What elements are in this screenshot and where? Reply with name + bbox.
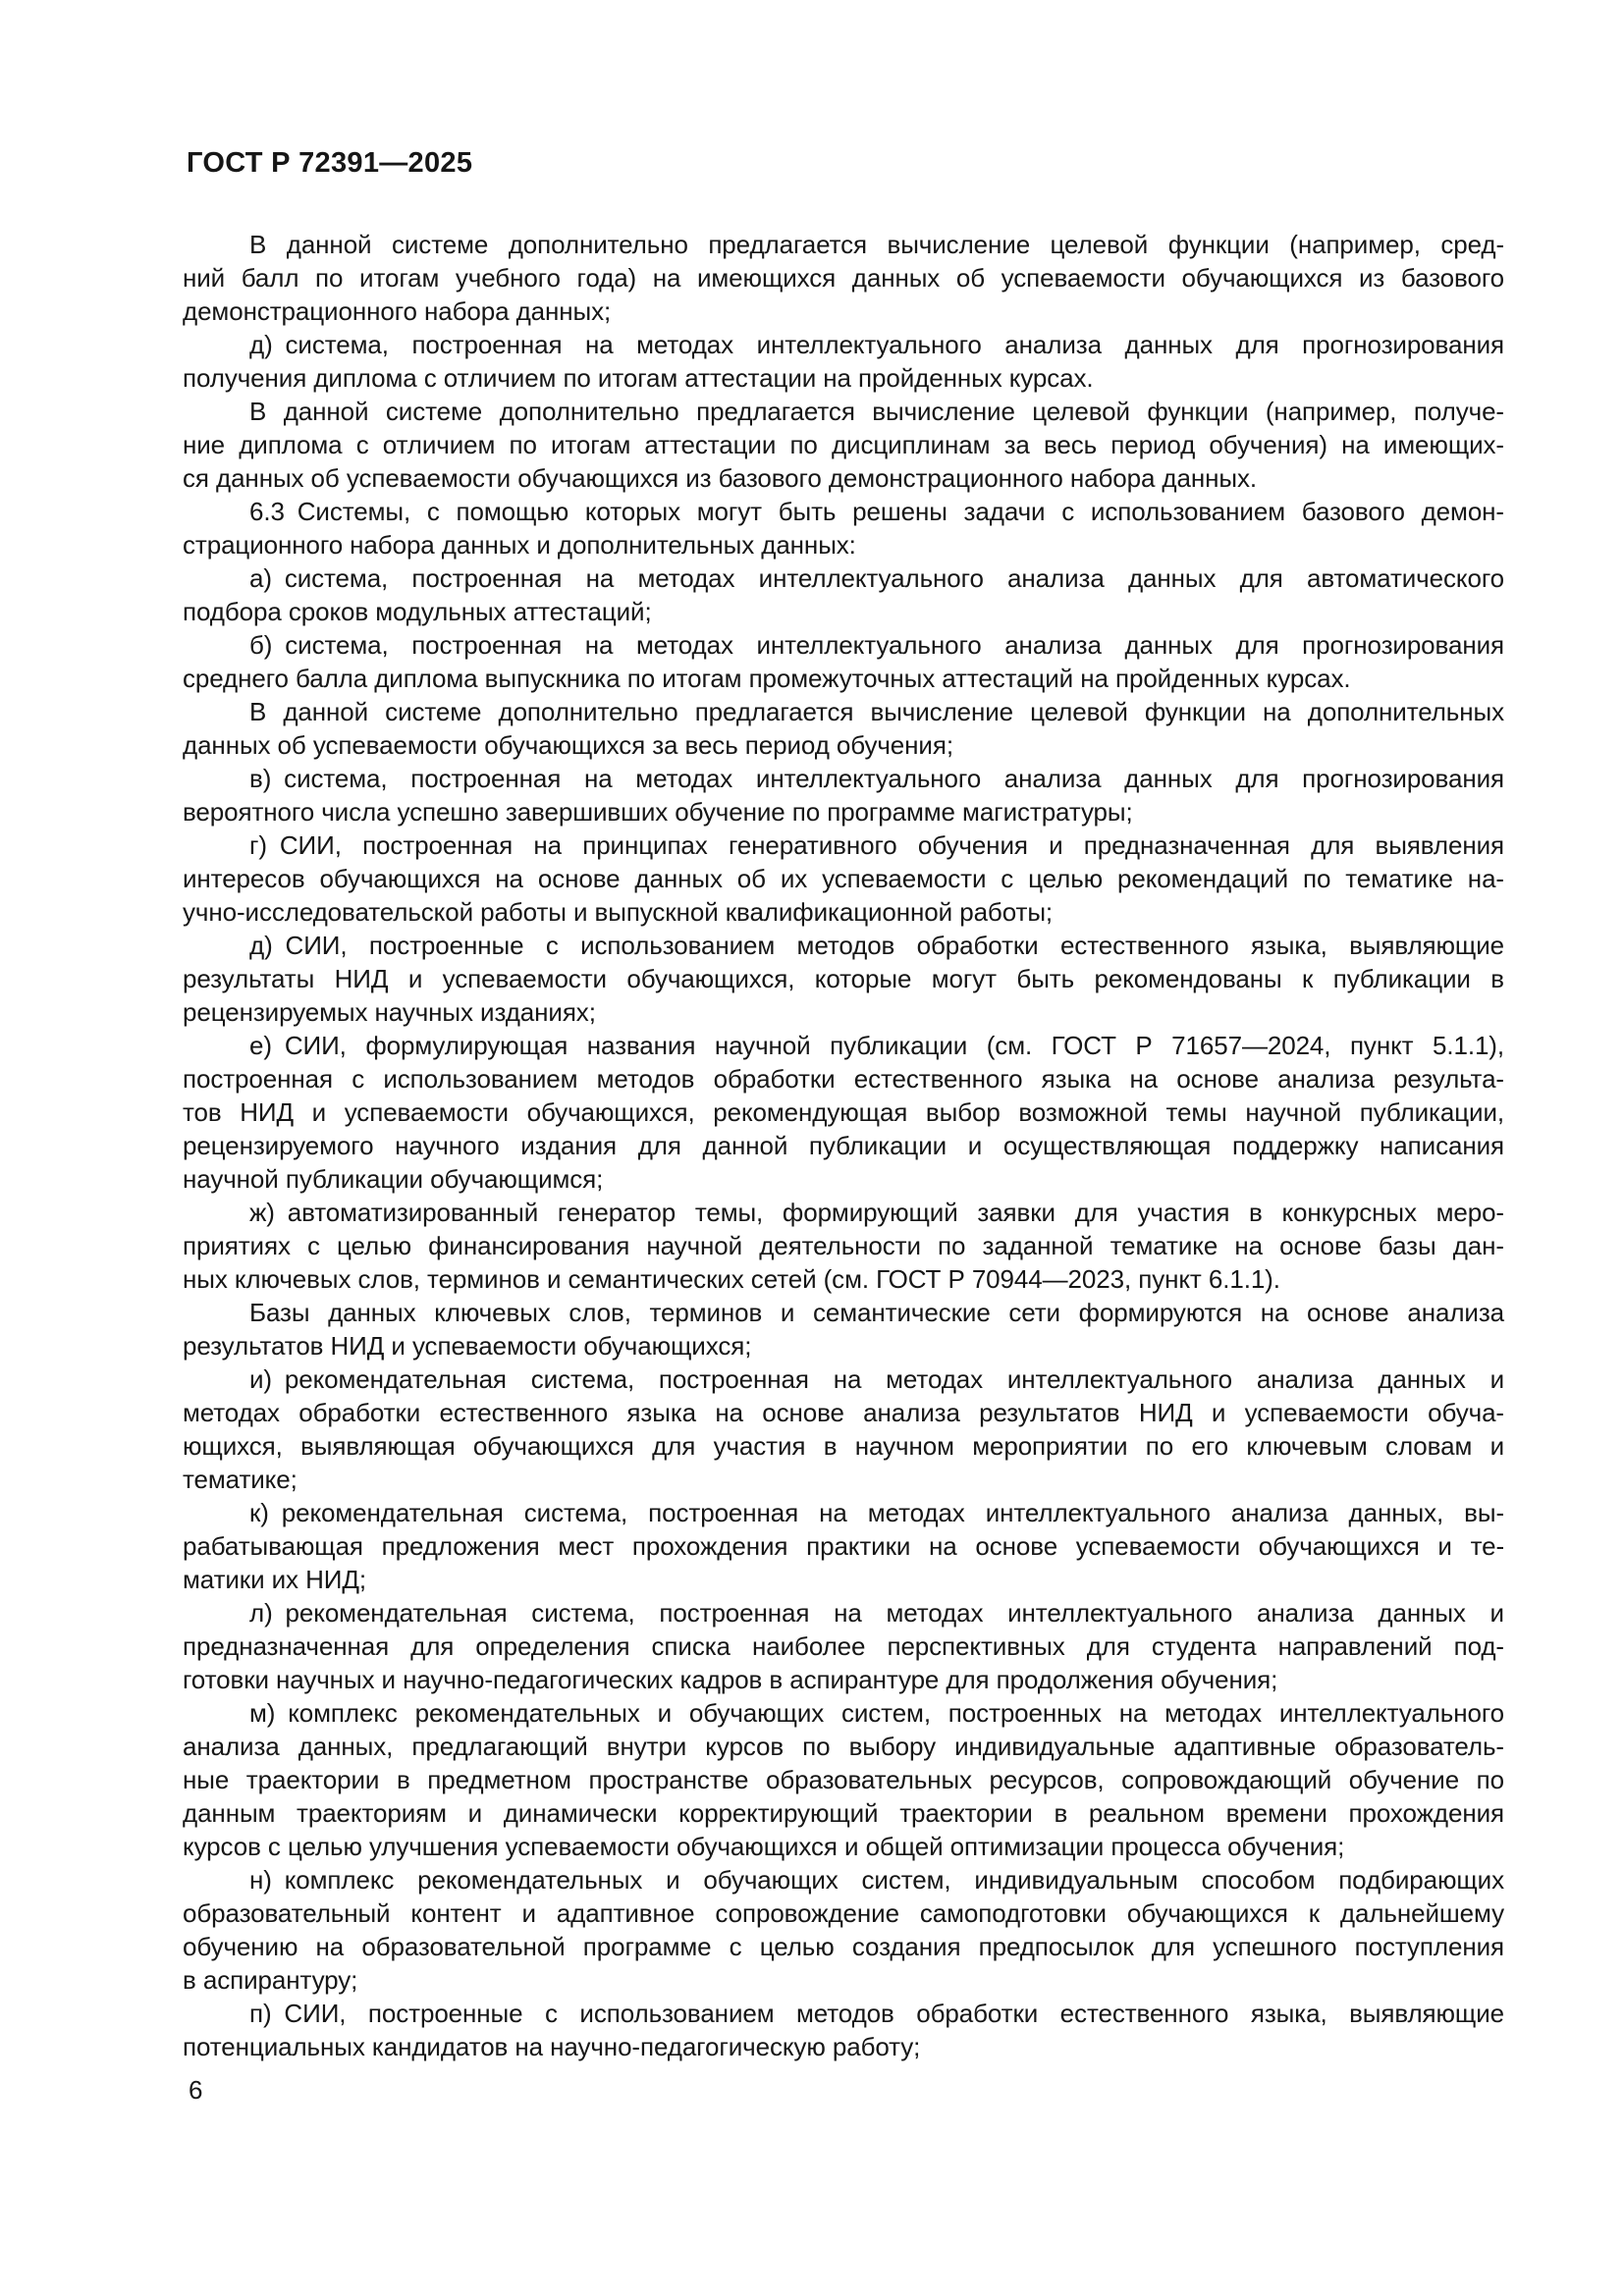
paragraph xyxy=(183,1196,1504,1296)
paragraph xyxy=(183,929,1504,1029)
text-line: обучению на образовательной программе с целью создания предпосылок для успешного поступления xyxy=(183,1932,1504,1961)
text-line: н) комплекс рекомендательных и обучающих систем, индивидуальным способом подбирающих xyxy=(249,1865,1504,1895)
text-line: ные траектории в предметном пространстве образовательных ресурсов, сопровождающий обучение по xyxy=(183,1765,1504,1794)
paragraph xyxy=(183,1029,1504,1196)
text-line: данных об успеваемости обучающихся за весь период обучения; xyxy=(183,730,953,760)
document-body xyxy=(183,228,1504,2063)
paragraph xyxy=(183,1296,1504,1362)
running-header: ГОСТ Р 72391—2025 xyxy=(187,147,473,179)
text-line: образовательный контент и адаптивное сопровождение самоподготовки обучающихся к дальнейшему xyxy=(183,1898,1504,1928)
text-line: ние диплома с отличием по итогам аттестации по дисциплинам за весь период обучения) на имеющих- xyxy=(183,430,1504,459)
text-line: е) СИИ, формулирующая названия научной публикации (см. ГОСТ Р 71657—2024, пункт 5.1.1), xyxy=(249,1031,1504,1060)
paragraph xyxy=(183,228,1504,328)
page-number: 6 xyxy=(189,2075,203,2105)
paragraph xyxy=(183,1362,1504,1496)
paragraph xyxy=(183,328,1504,395)
paragraph xyxy=(183,561,1504,628)
text-line: д) СИИ, построенные с использованием методов обработки естественного языка, выявляющие xyxy=(249,931,1504,960)
text-line: ющихся, выявляющая обучающихся для участия в научном мероприятии по его ключевым словам и xyxy=(183,1431,1504,1461)
text-line: результатов НИД и успеваемости обучающихся; xyxy=(183,1331,752,1361)
text-line: матики их НИД; xyxy=(183,1565,366,1594)
paragraph xyxy=(183,495,1504,561)
text-line: д) система, построенная на методах интеллектуального анализа данных для прогнозирования xyxy=(249,330,1504,359)
paragraph xyxy=(183,628,1504,695)
text-line: и) рекомендательная система, построенная на методах интеллектуального анализа данных и xyxy=(249,1364,1504,1394)
text-line: В данной системе дополнительно предлагается вычисление целевой функции (например, сред- xyxy=(249,230,1504,259)
text-line: 6.3 Системы, с помощью которых могут быть решены задачи с использованием базового демон- xyxy=(249,497,1504,526)
text-line: тематике; xyxy=(183,1465,298,1494)
text-line: в) система, построенная на методах интеллектуального анализа данных для прогнозирования xyxy=(249,764,1504,793)
text-line: рецензируемого научного издания для данной публикации и осуществляющая поддержку написания xyxy=(183,1131,1504,1160)
text-line: а) система, построенная на методах интеллектуального анализа данных для автоматического xyxy=(249,563,1504,593)
paragraph xyxy=(183,1997,1504,2063)
paragraph xyxy=(183,395,1504,495)
paragraph xyxy=(183,828,1504,929)
text-line: м) комплекс рекомендательных и обучающих систем, построенных на методах интеллектуального xyxy=(249,1698,1504,1728)
text-line: ных ключевых слов, терминов и семантических сетей (см. ГОСТ Р 70944—2023, пункт 6.1.1). xyxy=(183,1264,1280,1294)
text-line: в аспирантуру; xyxy=(183,1965,358,1995)
paragraph xyxy=(183,695,1504,762)
text-line: рабатывающая предложения мест прохождения практики на основе успеваемости обучающихся и те- xyxy=(183,1531,1504,1561)
paragraph xyxy=(183,762,1504,828)
text-line: л) рекомендательная система, построенная на методах интеллектуального анализа данных и xyxy=(249,1598,1504,1628)
text-line: учно-исследовательской работы и выпускной квалификационной работы; xyxy=(183,897,1054,927)
text-line: Базы данных ключевых слов, терминов и семантические сети формируются на основе анализа xyxy=(249,1298,1504,1327)
text-line: приятиях с целью финансирования научной деятельности по заданной тематике на основе базы дан- xyxy=(183,1231,1504,1260)
text-line: страционного набора данных и дополнительных данных: xyxy=(183,530,856,560)
text-line: предназначенная для определения списка наиболее перспективных для студента направлений под- xyxy=(183,1631,1504,1661)
paragraph xyxy=(183,1496,1504,1596)
text-line: построенная с использованием методов обработки естественного языка на основе анализа результа- xyxy=(183,1064,1504,1094)
paragraph xyxy=(183,1863,1504,1997)
paragraph xyxy=(183,1596,1504,1696)
text-line: методах обработки естественного языка на основе анализа результатов НИД и успеваемости обуча- xyxy=(183,1398,1504,1427)
text-line: анализа данных, предлагающий внутри курсов по выбору индивидуальные адаптивные образователь- xyxy=(183,1732,1504,1761)
text-line: интересов обучающихся на основе данных об их успеваемости с целью рекомендаций по тематике на- xyxy=(183,864,1504,893)
text-line: потенциальных кандидатов на научно-педагогическую работу; xyxy=(183,2032,921,2061)
text-line: к) рекомендательная система, построенная на методах интеллектуального анализа данных, вы- xyxy=(249,1498,1504,1527)
text-line: вероятного числа успешно завершивших обучение по программе магистратуры; xyxy=(183,797,1133,827)
text-line: курсов с целью улучшения успеваемости обучающихся и общей оптимизации процесса обучения; xyxy=(183,1832,1345,1861)
text-line: демонстрационного набора данных; xyxy=(183,296,612,326)
text-line: ся данных об успеваемости обучающихся из базового демонстрационного набора данных. xyxy=(183,463,1257,493)
text-line: подбора сроков модульных аттестаций; xyxy=(183,597,652,626)
text-line: ж) автоматизированный генератор темы, формирующий заявки для участия в конкурсных меро- xyxy=(249,1198,1504,1227)
text-line: среднего балла диплома выпускника по итогам промежуточных аттестаций на пройденных курсах. xyxy=(183,664,1351,693)
text-line: г) СИИ, построенная на принципах генеративного обучения и предназначенная для выявления xyxy=(249,830,1504,860)
paragraph xyxy=(183,1696,1504,1863)
text-line: б) система, построенная на методах интеллектуального анализа данных для прогнозирования xyxy=(249,630,1504,660)
text-line: В данной системе дополнительно предлагается вычисление целевой функции на дополнительных xyxy=(249,697,1504,726)
text-line: научной публикации обучающимся; xyxy=(183,1164,604,1194)
text-line: результаты НИД и успеваемости обучающихся, которые могут быть рекомендованы к публикации в xyxy=(183,964,1504,993)
text-line: ний балл по итогам учебного года) на имеющихся данных об успеваемости обучающихся из базового xyxy=(183,263,1504,293)
text-line: В данной системе дополнительно предлагается вычисление целевой функции (например, получе- xyxy=(249,397,1504,426)
text-line: данным траекториям и динамически корректирующий траектории в реальном времени прохождения xyxy=(183,1798,1504,1828)
text-line: получения диплома с отличием по итогам аттестации на пройденных курсах. xyxy=(183,363,1094,393)
text-line: тов НИД и успеваемости обучающихся, рекомендующая выбор возможной темы научной публикации, xyxy=(183,1097,1504,1127)
text-line: готовки научных и научно-педагогических кадров в аспирантуре для продолжения обучения; xyxy=(183,1665,1278,1694)
text-line: п) СИИ, построенные с использованием методов обработки естественного языка, выявляющие xyxy=(249,1999,1504,2028)
text-line: рецензируемых научных изданиях; xyxy=(183,997,596,1027)
